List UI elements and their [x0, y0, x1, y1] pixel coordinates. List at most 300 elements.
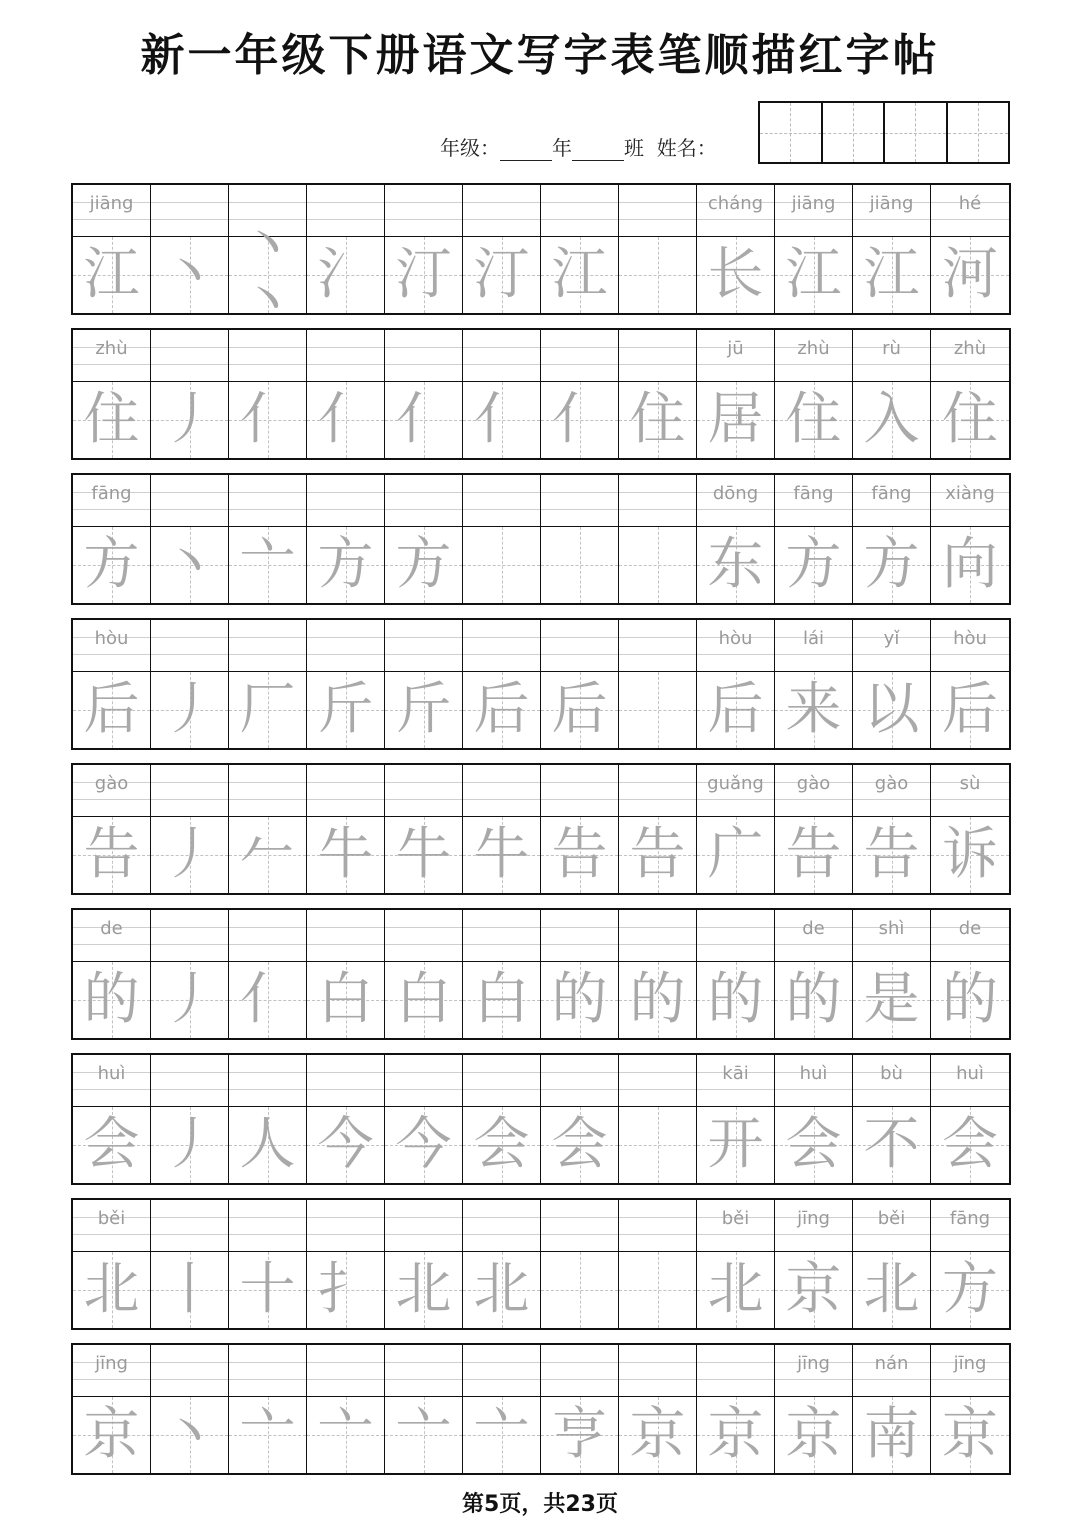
hanzi-trace-char: 北 [83, 1257, 140, 1322]
pinyin-box [853, 1345, 930, 1397]
practice-cell[interactable] [775, 620, 853, 748]
practice-cell[interactable] [619, 620, 697, 748]
pinyin-box [541, 1055, 618, 1107]
practice-cell[interactable] [853, 1200, 931, 1328]
hanzi-trace-char: 京 [785, 1402, 842, 1467]
practice-cell[interactable] [385, 620, 463, 748]
hanzi-trace-char: 开 [707, 1112, 764, 1177]
hanzi-trace-char: 汀 [473, 242, 530, 307]
pinyin-text: fāng [949, 1208, 991, 1229]
practice-cell[interactable] [463, 1055, 541, 1183]
practice-cell[interactable] [853, 475, 931, 603]
pinyin-text: zhù [797, 338, 830, 359]
hanzi-box [853, 1397, 930, 1473]
hanzi-box [775, 527, 852, 603]
hanzi-trace-char: 江 [551, 242, 608, 307]
practice-cell[interactable] [619, 1200, 697, 1328]
hanzi-trace-char: 亠 [239, 1402, 296, 1467]
hanzi-box [73, 382, 150, 458]
hanzi-box [151, 962, 228, 1038]
practice-cell[interactable] [853, 1345, 931, 1473]
hanzi-box [151, 382, 228, 458]
practice-cell[interactable] [307, 330, 385, 458]
hanzi-box [463, 817, 540, 893]
practice-cell[interactable] [385, 185, 463, 313]
practice-cell[interactable] [73, 185, 151, 313]
practice-cell[interactable] [931, 185, 1009, 313]
hanzi-box [151, 1252, 228, 1328]
practice-row [71, 328, 1011, 460]
hanzi-box [463, 672, 540, 748]
pinyin-box [697, 185, 774, 237]
hanzi-box [463, 237, 540, 313]
practice-cell[interactable] [229, 1345, 307, 1473]
practice-cell[interactable] [853, 620, 931, 748]
practice-cell[interactable] [307, 185, 385, 313]
pinyin-box [307, 330, 384, 382]
hanzi-box [619, 382, 696, 458]
hanzi-trace-char: 京 [629, 1402, 686, 1467]
hanzi-box [151, 1107, 228, 1183]
hanzi-trace-char: 今 [395, 1112, 452, 1177]
hanzi-trace-char: 的 [707, 967, 764, 1032]
practice-cell[interactable] [73, 1200, 151, 1328]
pinyin-box [229, 910, 306, 962]
pinyin-text: jiāng [869, 193, 914, 214]
hanzi-trace-char: 会 [83, 1112, 140, 1177]
hanzi-box [619, 237, 696, 313]
hanzi-trace-char: 南 [863, 1402, 920, 1467]
hanzi-trace-char: 北 [863, 1257, 920, 1322]
practice-cell[interactable] [853, 1055, 931, 1183]
hanzi-trace-char: 北 [395, 1257, 452, 1322]
pinyin-box [931, 620, 1009, 672]
pinyin-text: huì [799, 1063, 828, 1084]
hanzi-box [307, 817, 384, 893]
practice-cell[interactable] [463, 330, 541, 458]
practice-cell[interactable] [151, 475, 229, 603]
pinyin-box [385, 330, 462, 382]
hanzi-box [619, 962, 696, 1038]
pinyin-text: jīng [953, 1353, 987, 1374]
practice-cell[interactable] [463, 185, 541, 313]
pinyin-box [775, 475, 852, 527]
hanzi-trace-char: 京 [785, 1257, 842, 1322]
pinyin-text: gào [94, 773, 129, 794]
practice-cell[interactable] [307, 910, 385, 1038]
practice-cell[interactable] [853, 910, 931, 1038]
hanzi-trace-char: 亠 [395, 1402, 452, 1467]
practice-cell[interactable] [619, 765, 697, 893]
practice-cell[interactable] [775, 1055, 853, 1183]
hanzi-trace-char: 亻 [395, 387, 452, 452]
hanzi-trace-char: 丶 [161, 242, 218, 307]
name-box[interactable] [760, 103, 823, 162]
pinyin-box [151, 1055, 228, 1107]
practice-cell[interactable] [385, 1055, 463, 1183]
hanzi-box [853, 527, 930, 603]
practice-cell[interactable] [73, 910, 151, 1038]
practice-cell[interactable] [73, 475, 151, 603]
hanzi-trace-char: 江 [785, 242, 842, 307]
pinyin-box [697, 475, 774, 527]
practice-cell[interactable] [385, 330, 463, 458]
practice-cell[interactable] [931, 1200, 1009, 1328]
pinyin-box [385, 185, 462, 237]
pinyin-box [73, 1200, 150, 1252]
pinyin-text: kāi [722, 1063, 749, 1084]
practice-cell[interactable] [853, 765, 931, 893]
practice-cell[interactable] [229, 1200, 307, 1328]
pinyin-box [463, 475, 540, 527]
hanzi-box [931, 817, 1009, 893]
practice-cell[interactable] [775, 765, 853, 893]
practice-cell[interactable] [541, 330, 619, 458]
pinyin-box [229, 765, 306, 817]
practice-cell[interactable] [619, 185, 697, 313]
pinyin-box [307, 765, 384, 817]
practice-cell[interactable] [229, 330, 307, 458]
hanzi-box [931, 382, 1009, 458]
pinyin-text: hòu [718, 628, 753, 649]
practice-cell[interactable] [73, 765, 151, 893]
hanzi-box [463, 1252, 540, 1328]
hanzi-box [931, 672, 1009, 748]
practice-cell[interactable] [619, 330, 697, 458]
pinyin-text: gào [796, 773, 831, 794]
practice-cell[interactable] [151, 620, 229, 748]
class-suffix: 班 [624, 136, 644, 160]
pinyin-box [775, 910, 852, 962]
practice-cell[interactable] [541, 475, 619, 603]
pinyin-box [463, 1345, 540, 1397]
practice-cell[interactable] [931, 1345, 1009, 1473]
practice-cell[interactable] [775, 910, 853, 1038]
hanzi-trace-char: 后 [707, 677, 764, 742]
pinyin-text: nán [874, 1353, 909, 1374]
practice-cell[interactable] [775, 1200, 853, 1328]
hanzi-box [697, 817, 774, 893]
pinyin-box [229, 1345, 306, 1397]
hanzi-box [229, 1397, 306, 1473]
practice-cell[interactable] [463, 1345, 541, 1473]
practice-cell[interactable] [151, 1055, 229, 1183]
hanzi-trace-char: 东 [707, 532, 764, 597]
practice-cell[interactable] [775, 1345, 853, 1473]
practice-cell[interactable] [229, 765, 307, 893]
practice-cell[interactable] [463, 1200, 541, 1328]
hanzi-trace-char: 入 [863, 387, 920, 452]
practice-cell[interactable] [697, 475, 775, 603]
practice-cell[interactable] [385, 765, 463, 893]
pinyin-box [931, 1055, 1009, 1107]
pinyin-box [853, 1055, 930, 1107]
hanzi-trace-char: 丿 [161, 1112, 218, 1177]
practice-cell[interactable] [463, 910, 541, 1038]
practice-cell[interactable] [541, 185, 619, 313]
hanzi-box [697, 1252, 774, 1328]
hanzi-box [853, 817, 930, 893]
hanzi-trace-char: 丨 [161, 1257, 218, 1322]
practice-row [71, 908, 1011, 1040]
hanzi-box [931, 1397, 1009, 1473]
hanzi-trace-char: 方 [83, 532, 140, 597]
name-box[interactable] [885, 103, 948, 162]
hanzi-box [853, 1252, 930, 1328]
name-box[interactable] [823, 103, 886, 162]
practice-cell[interactable] [307, 1345, 385, 1473]
hanzi-box [775, 382, 852, 458]
pinyin-box [73, 910, 150, 962]
pinyin-text: shì [878, 918, 905, 939]
hanzi-box [853, 962, 930, 1038]
hanzi-trace-char: 丿 [161, 822, 218, 887]
pinyin-text: fāng [91, 483, 132, 504]
practice-cell[interactable] [229, 185, 307, 335]
pinyin-box [73, 1345, 150, 1397]
pinyin-box [463, 185, 540, 237]
practice-cell[interactable] [697, 185, 775, 313]
practice-cell[interactable] [151, 330, 229, 458]
practice-cell[interactable] [385, 1345, 463, 1473]
pinyin-box [307, 1055, 384, 1107]
hanzi-box [931, 527, 1009, 603]
hanzi-trace-char: 人 [239, 1112, 296, 1177]
hanzi-trace-char: 广 [707, 822, 764, 887]
hanzi-box [385, 1397, 462, 1473]
hanzi-trace-char: 丿 [161, 967, 218, 1032]
pinyin-box [541, 1345, 618, 1397]
practice-cell[interactable] [73, 1345, 151, 1473]
hanzi-trace-char: 亻 [551, 387, 608, 452]
hanzi-box [307, 1252, 384, 1328]
pinyin-box [853, 620, 930, 672]
practice-cell[interactable] [931, 620, 1009, 748]
practice-cell[interactable] [775, 475, 853, 603]
practice-cell[interactable] [697, 620, 775, 748]
practice-cell[interactable] [229, 475, 307, 603]
hanzi-box [73, 527, 150, 603]
hanzi-box [73, 962, 150, 1038]
pinyin-box [73, 185, 150, 237]
hanzi-trace-char: 会 [551, 1112, 608, 1177]
hanzi-trace-char: 方 [317, 532, 374, 597]
practice-cell[interactable] [775, 185, 853, 313]
pinyin-box [307, 1345, 384, 1397]
hanzi-box [229, 214, 306, 335]
pinyin-text: dōng [712, 483, 759, 504]
pinyin-box [151, 330, 228, 382]
hanzi-box [775, 1107, 852, 1183]
practice-cell[interactable] [853, 330, 931, 458]
practice-row [71, 763, 1011, 895]
pinyin-text: rù [882, 338, 901, 359]
practice-cell[interactable] [697, 910, 775, 1038]
hanzi-trace-char: 丶丶 [239, 214, 296, 335]
pinyin-box [463, 330, 540, 382]
pinyin-box [307, 620, 384, 672]
pinyin-box [697, 1055, 774, 1107]
practice-cell[interactable] [463, 765, 541, 893]
pinyin-box [775, 330, 852, 382]
practice-cell[interactable] [151, 910, 229, 1038]
practice-cell[interactable] [73, 1055, 151, 1183]
practice-cell[interactable] [307, 1200, 385, 1328]
hanzi-box [541, 237, 618, 313]
pinyin-box [775, 185, 852, 237]
pinyin-box [385, 1055, 462, 1107]
pinyin-text: fāng [793, 483, 834, 504]
practice-cell[interactable] [307, 620, 385, 748]
hanzi-trace-char: 亠 [239, 532, 296, 597]
pinyin-box [775, 765, 852, 817]
practice-cell[interactable] [619, 1055, 697, 1183]
hanzi-box [775, 817, 852, 893]
hanzi-trace-char: 告 [551, 822, 608, 887]
practice-row [71, 618, 1011, 750]
practice-cell[interactable] [931, 765, 1009, 893]
practice-cell[interactable] [151, 185, 229, 313]
pinyin-box [151, 910, 228, 962]
pinyin-box [229, 330, 306, 382]
practice-cell[interactable] [931, 330, 1009, 458]
practice-cell[interactable] [931, 475, 1009, 603]
hanzi-box [307, 1107, 384, 1183]
practice-cell[interactable] [619, 475, 697, 603]
hanzi-trace-char: 后 [551, 677, 608, 742]
practice-cell[interactable] [619, 1345, 697, 1473]
hanzi-box [697, 382, 774, 458]
practice-cell[interactable] [697, 1345, 775, 1473]
pinyin-box [73, 475, 150, 527]
practice-cell[interactable] [229, 1055, 307, 1183]
practice-cell[interactable] [697, 330, 775, 458]
pinyin-box [619, 330, 696, 382]
practice-cell[interactable] [463, 620, 541, 748]
pinyin-box [73, 765, 150, 817]
practice-row [71, 1053, 1011, 1185]
hanzi-box [463, 962, 540, 1038]
practice-cell[interactable] [229, 910, 307, 1038]
pinyin-text: jū [727, 338, 744, 359]
hanzi-trace-char: 方 [863, 532, 920, 597]
practice-row [71, 1343, 1011, 1475]
hanzi-trace-char: 告 [629, 822, 686, 887]
pinyin-box [73, 330, 150, 382]
hanzi-box [307, 1397, 384, 1473]
hanzi-box [697, 527, 774, 603]
pinyin-box [385, 620, 462, 672]
pinyin-text: běi [97, 1208, 126, 1229]
hanzi-box [853, 237, 930, 313]
pinyin-box [931, 910, 1009, 962]
practice-cell[interactable] [307, 1055, 385, 1183]
practice-cell[interactable] [307, 765, 385, 893]
practice-cell[interactable] [463, 475, 541, 603]
pinyin-box [619, 185, 696, 237]
hanzi-box [307, 527, 384, 603]
hanzi-trace-char: 京 [942, 1402, 998, 1467]
hanzi-box [775, 672, 852, 748]
hanzi-box [385, 962, 462, 1038]
hanzi-box [541, 382, 618, 458]
practice-cell[interactable] [931, 910, 1009, 1038]
hanzi-box [151, 527, 228, 603]
pinyin-box [775, 1055, 852, 1107]
hanzi-box [385, 527, 462, 603]
pinyin-text: hòu [94, 628, 129, 649]
practice-cell[interactable] [73, 330, 151, 458]
hanzi-trace-char: 丿 [161, 387, 218, 452]
practice-cell[interactable] [853, 185, 931, 313]
year-suffix: 年 [552, 136, 572, 160]
pinyin-box [385, 910, 462, 962]
hanzi-trace-char: 的 [942, 967, 998, 1032]
practice-cell[interactable] [697, 1200, 775, 1328]
practice-cell[interactable] [541, 1345, 619, 1473]
pinyin-text: cháng [707, 193, 764, 214]
practice-cell[interactable] [775, 330, 853, 458]
practice-cell[interactable] [385, 910, 463, 1038]
hanzi-trace-char: 会 [473, 1112, 530, 1177]
practice-cell[interactable] [151, 765, 229, 893]
hanzi-box [775, 1252, 852, 1328]
practice-cell[interactable] [541, 1055, 619, 1183]
hanzi-trace-char: 后 [942, 677, 998, 742]
practice-cell[interactable] [307, 475, 385, 603]
pinyin-box [385, 1200, 462, 1252]
grade-year-blank[interactable] [500, 142, 552, 161]
hanzi-box [931, 1252, 1009, 1328]
hanzi-box [73, 672, 150, 748]
pinyin-box [931, 1200, 1009, 1252]
practice-cell[interactable] [151, 1345, 229, 1473]
name-box[interactable] [948, 103, 1009, 162]
practice-cell[interactable] [931, 1055, 1009, 1183]
practice-cell[interactable] [541, 1200, 619, 1328]
hanzi-box [541, 962, 618, 1038]
practice-cell[interactable] [541, 620, 619, 748]
hanzi-trace-char: 亻 [239, 967, 296, 1032]
pinyin-box [619, 765, 696, 817]
hanzi-trace-char: 住 [83, 387, 140, 452]
hanzi-box [541, 1397, 618, 1473]
pinyin-box [619, 910, 696, 962]
pinyin-box [151, 620, 228, 672]
practice-cell[interactable] [385, 1200, 463, 1328]
hanzi-trace-char: 后 [473, 677, 530, 742]
practice-cell[interactable] [619, 910, 697, 1038]
practice-cell[interactable] [229, 620, 307, 748]
practice-cell[interactable] [541, 765, 619, 893]
practice-cell[interactable] [697, 765, 775, 893]
practice-cell[interactable] [73, 620, 151, 748]
practice-cell[interactable] [151, 1200, 229, 1328]
grade-class-blank[interactable] [572, 142, 624, 161]
practice-cell[interactable] [541, 910, 619, 1038]
practice-cell[interactable] [697, 1055, 775, 1183]
hanzi-trace-char: 居 [707, 387, 764, 452]
practice-cell[interactable] [385, 475, 463, 603]
hanzi-trace-char: 丶 [161, 1402, 218, 1467]
pinyin-box [385, 765, 462, 817]
pinyin-text: jīng [797, 1353, 830, 1374]
hanzi-trace-char: 方 [942, 1257, 998, 1322]
hanzi-box [151, 1397, 228, 1473]
pinyin-box [541, 330, 618, 382]
name-boxes [758, 101, 1010, 164]
hanzi-box [463, 1397, 540, 1473]
